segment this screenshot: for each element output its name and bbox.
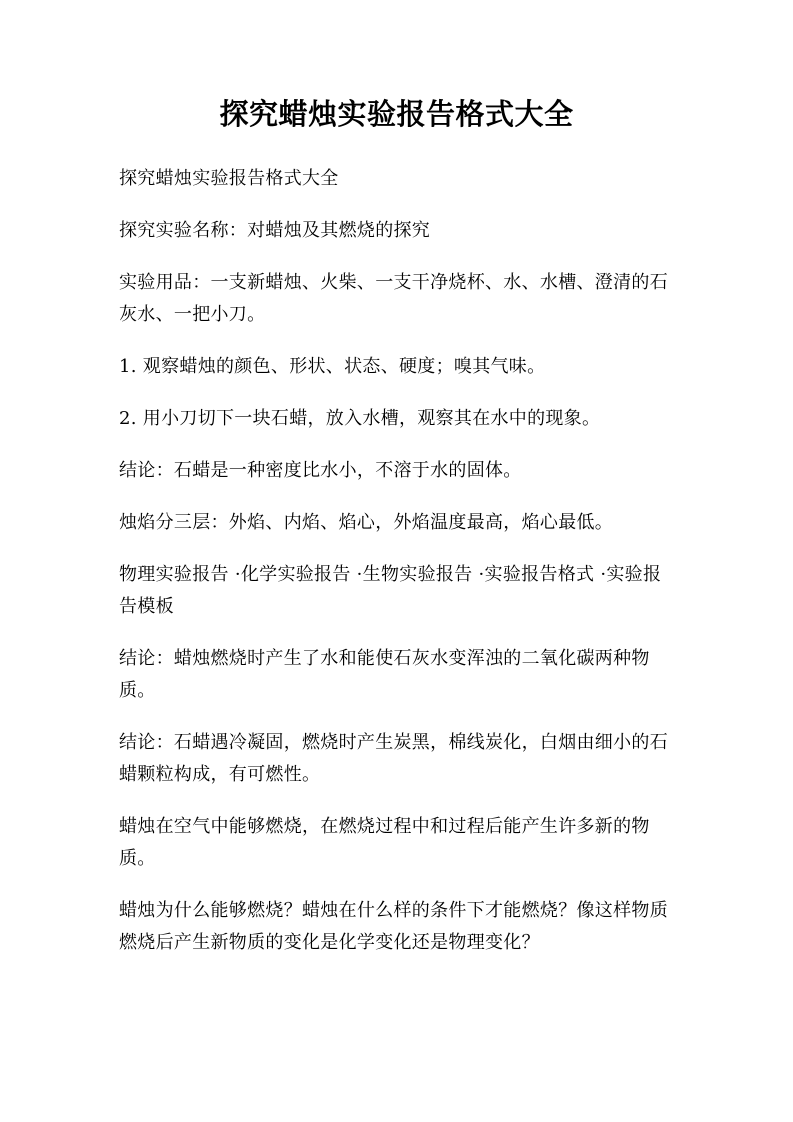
paragraph-conclusion-smoke: 结论：石蜡遇冷凝固，燃烧时产生炭黑，棉线炭化，白烟由细小的石蜡颗粒构成，有可燃性。 [119,732,668,785]
paragraph-burning-air: 蜡烛在空气中能够燃烧，在燃烧过程中和过程后能产生许多新的物质。 [119,816,650,869]
document-title: 探究蜡烛实验报告格式大全 [219,97,574,131]
paragraph-experiment-name: 探究实验名称：对蜡烛及其燃烧的探究 [119,220,431,241]
paragraph-questions: 蜡烛为什么能够燃烧？蜡烛在什么样的条件下才能燃烧？像这样物质燃烧后产生新物质的变化是化学变化还是物理变化？ [119,900,668,953]
paragraph-step-2: 2. 用小刀切下一块石蜡，放入水槽，观察其在水中的现象。 [119,408,601,429]
paragraph-conclusion-products: 结论：蜡烛燃烧时产生了水和能使石灰水变浑浊的二氧化碳两种物质。 [119,648,650,701]
document-body [119,163,679,979]
paragraph-materials: 实验用品：一支新蜡烛、火柴、一支干净烧杯、水、水槽、澄清的石灰水、一把小刀。 [119,272,668,325]
paragraph-report-links: 物理实验报告 ·化学实验报告 ·生物实验报告 ·实验报告格式 ·实验报告模板 [119,564,662,617]
paragraph-flame-layers: 烛焰分三层：外焰、内焰、焰心，外焰温度最高，焰心最低。 [119,512,614,533]
paragraph-step-1: 1. 观察蜡烛的颜色、形状、状态、硬度；嗅其气味。 [119,356,546,377]
paragraph-conclusion-density: 结论：石蜡是一种密度比水小，不溶于水的固体。 [119,460,522,481]
paragraph-subtitle: 探究蜡烛实验报告格式大全 [119,168,339,189]
